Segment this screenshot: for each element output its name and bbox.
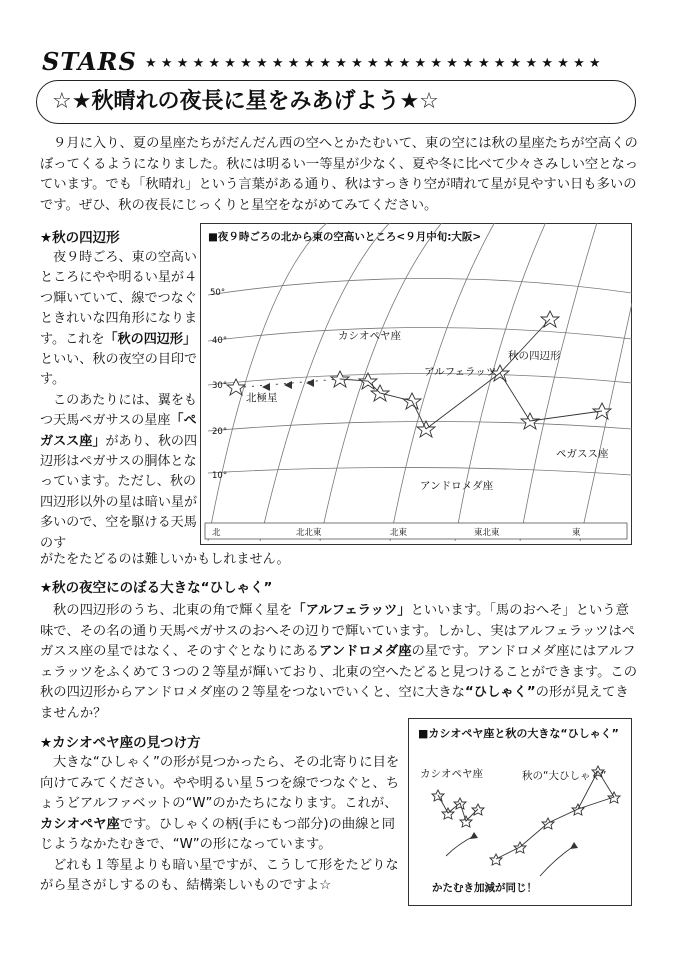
altitude-line [208, 327, 632, 341]
direction-ne: 北東 [390, 528, 408, 538]
keyword-square: 「秋の四辺形」 [104, 331, 197, 347]
tilt-arrow-right [540, 846, 574, 876]
label-pegasus: ペガスス座 [556, 448, 609, 460]
azimuth-line [520, 223, 600, 541]
star-map-caption: ■夜９時ごろの北から東の空高いところ<９月中旬:大阪> [208, 231, 482, 243]
inset-caption: ■カシオペヤ座と秋の大きな“ひしゃく” [418, 727, 619, 740]
star-decoration-row: ★★★★★★★★★★★★★★★★★★★★★★★★★★★★★ [145, 56, 605, 71]
paragraph: どれも１等星よりも暗い星ですが、こうして形をたどりながら星さがしするのも、結構楽しいものですよ☆ [40, 857, 399, 893]
section-heading-cassiopeia: ★カシオペヤ座の見つけ方 [40, 735, 201, 751]
inset-diagram [408, 718, 632, 906]
arrow-icon [470, 832, 478, 839]
arrow-icon [306, 379, 314, 387]
paragraph [40, 753, 400, 856]
section-dipper-text [40, 601, 640, 724]
text-run: があり、秋の四辺形はペガサスの胴体となっています。ただし、秋の四辺形以外の星は暗い星が多いので、空を駆ける天馬のす [40, 433, 198, 551]
star-mark [572, 804, 584, 815]
azimuth-line [580, 303, 632, 541]
altitude-line [208, 467, 632, 475]
section-heading-dipper: ★秋の夜空にのぼる大きな“ひしゃく” [40, 580, 273, 596]
intro-paragraph: ９月に入り、夏の星座たちがだんだん西の空へとかたむいて、東の空には秋の星座たちが空高くのぼってくるようになりました。秋には明るい一等星が少なく、夏や冬に比べて少々さみしい空となっています。でも「秋晴れ」という言葉がある通り、秋はすっきり空が晴れて星が見やすい日も多いのです。ぜひ、秋の夜長にじっくりと星空をながめてみてください。 [40, 136, 639, 213]
alt-label-40: 40° [212, 336, 228, 346]
label-andromeda: アンドロメダ座 [420, 480, 494, 492]
keyword-alpheratz: 「アルフェラッツ」 [292, 603, 411, 618]
section-square-tail: がたをたどるのは難しいかもしれません。 [40, 552, 290, 567]
label-square: 秋の四辺形 [508, 350, 561, 362]
alt-label-50: 50° [210, 288, 226, 298]
star-mark [490, 854, 502, 865]
text-run: です。ひしゃくの柄(手にもつ部分)の曲線と同じようなかたむきで、“W”の形になっています。 [40, 816, 396, 852]
keyword-cassiopeia: カシオペヤ座 [40, 816, 120, 832]
label-alpheratz: アルフェラッツ [424, 366, 497, 378]
direction-east: 東 [572, 528, 581, 538]
text-run: といい、秋の夜空の目印です。 [40, 352, 198, 388]
azimuth-line [390, 223, 500, 541]
section-heading-square: ★秋の四辺形 [40, 230, 120, 246]
azimuth-line [260, 223, 400, 541]
tilt-arrow-left [446, 836, 474, 856]
inset-label-dipper: 秋の“大ひしゃく” [522, 770, 607, 782]
keyword-andromeda: アンドロメダ座 [318, 644, 412, 659]
altitude-line [208, 278, 632, 295]
inset-note: かたむき加減が同じ！ [432, 882, 537, 894]
page-title: ☆★秋晴れの夜長に星をみあげよう★☆ [52, 89, 439, 114]
star-map-chart [200, 223, 632, 545]
azimuth-line [208, 223, 340, 541]
direction-ene: 東北東 [474, 528, 500, 538]
label-cassiopeia: カシオペヤ座 [338, 330, 401, 342]
label-polaris: 北極星 [246, 392, 278, 404]
azimuth-line [455, 223, 550, 541]
direction-north: 北 [212, 528, 221, 538]
arrow-icon [570, 842, 578, 849]
inset-label-cassiopeia: カシオペヤ座 [420, 768, 483, 780]
text-run: 大きな“ひしゃく”の形が見つかったら、その北寄りに目を向けてみてください。やや明るい星５つを線でつなぐと、ちょうどアルファベットの“W”のかたちになります。これが、 [40, 755, 400, 811]
alt-label-20: 20° [212, 427, 228, 437]
section-square-text [40, 248, 198, 554]
keyword-dipper: “ひしゃく” [464, 685, 536, 700]
keyword-pegasus: 「ペガスス座」 [40, 413, 197, 449]
text-run: の星です。アンドロメダ座にはアルフェラッツをふくめて３つの２等星が輝いており、北東の空へたどると見つけることができます。この秋の四辺形からアンドロメダ座の２等星をつないでいくと、空に大きな [40, 644, 638, 700]
text-run: の形が見えてきませんか？ [40, 685, 629, 721]
text-run: 秋の四辺形のうち、北東の角で輝く星を [53, 603, 293, 618]
alt-label-30: 30° [212, 381, 228, 391]
arrow-icon [284, 381, 292, 389]
text-run: 夜９時ごろ、東の空高いところにやや明るい星が４つ輝いていて、線でつなぐときれいな四角形になります。これを [40, 250, 198, 347]
star-mark [608, 792, 620, 803]
section-cassiopeia-text [40, 753, 400, 897]
text-run: このあたりには、翼をもつ天馬ペガサスの星座 [40, 392, 198, 429]
text-run: といいます。「馬のおへそ」という意味で、その名の通り天馬ペガサスのおへその辺りで輝いています。しかし、実はアルフェラッツはペガスス座の星ではなく、そのすぐとなりにある [40, 603, 636, 659]
direction-nne: 北北東 [296, 528, 322, 538]
horizon-bar [205, 523, 627, 539]
altitude-line [208, 373, 632, 385]
alt-label-10: 10° [212, 471, 228, 481]
stars-heading: STARS [42, 47, 137, 76]
